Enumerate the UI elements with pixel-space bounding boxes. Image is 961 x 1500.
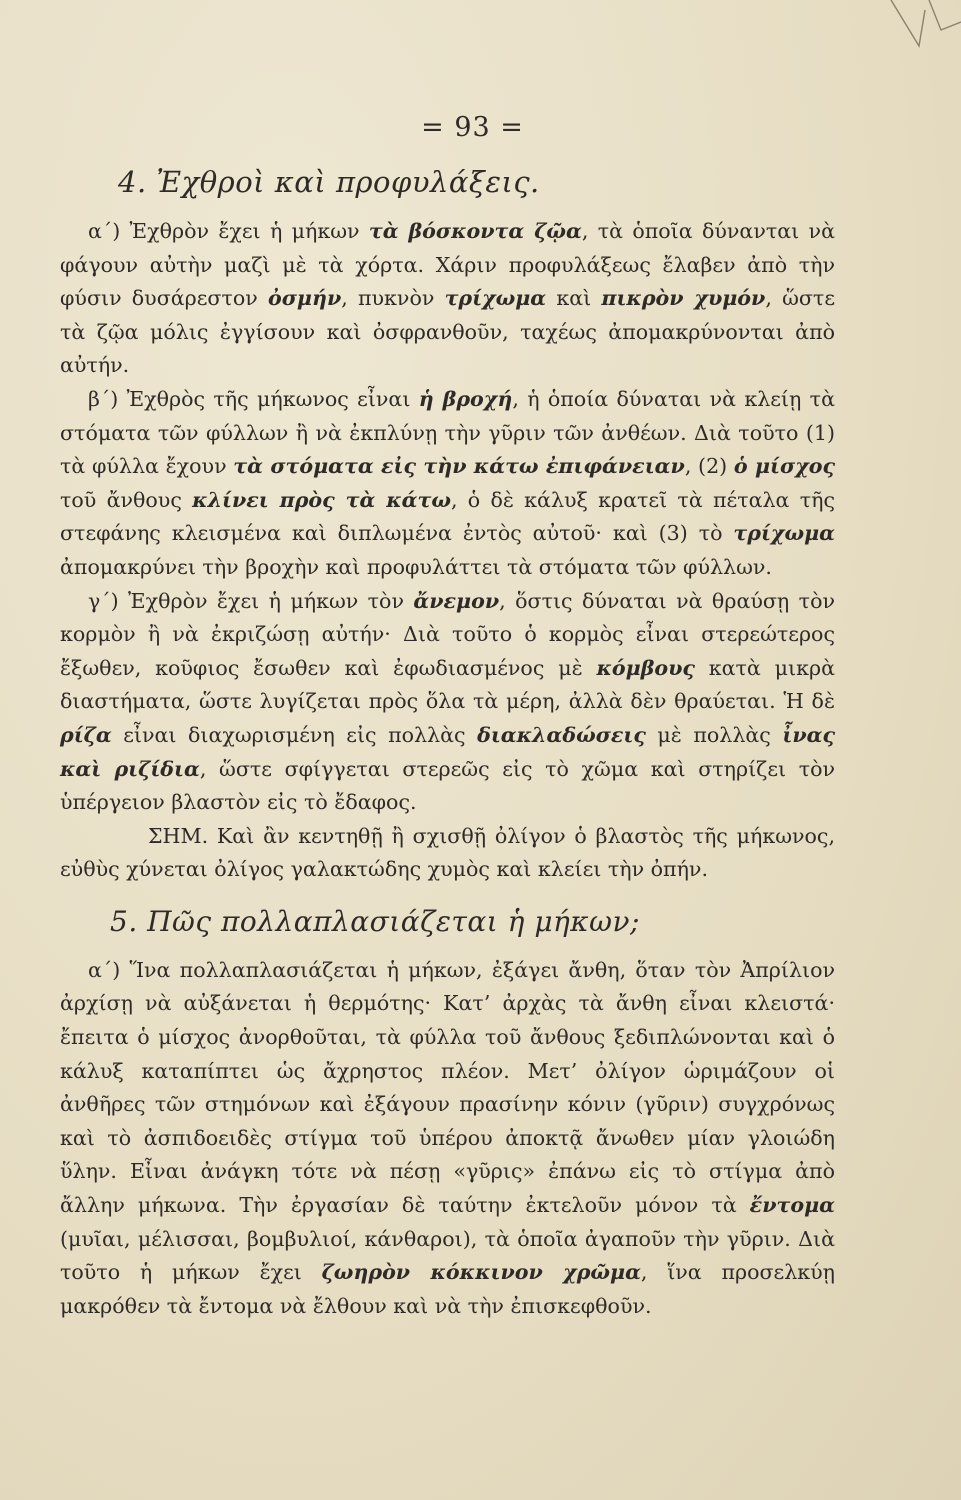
body-text: , τὰ ὁποῖα δύνανται νὰ φάγουν αὐτὴν μαζὶ μὲ τὰ χόρτα. Χάριν προφυλάξεως ἔλαβεν ἀπὸ τὴν φύσιν δυσάρεστον (60, 219, 835, 311)
body-text: α΄) Ἐχθρὸν ἔχει ἡ μήκων (88, 219, 369, 243)
section-4-heading: 4. Ἐχθροὶ καὶ προφυλάξεις. (118, 165, 540, 199)
emphasis-text: ὁ μίσχος (733, 454, 836, 479)
body-text: μὲ πολλὰς (645, 722, 783, 747)
emphasis-text: ἶνας καὶ ριζίδια (60, 722, 836, 781)
emphasis-text: ἄνεμον (413, 588, 500, 613)
section-5-heading: 5. Πῶς πολλαπλασιάζεται ἡ μήκων; (110, 904, 640, 938)
emphasis-text: τρίχωμα (444, 286, 547, 311)
page-corner-scratch (881, 0, 961, 80)
emphasis-text: τρίχωμα (733, 521, 835, 546)
body-text: κατὰ μικρὰ διαστήματα, ὥστε λυγίζεται πρὸς ὅλα τὰ μέρη, ἀλλὰ δὲν θραύεται. Ἡ δὲ (60, 655, 836, 714)
body-text: εἶναι διαχωρισμένη εἰς πολλὰς (111, 722, 478, 747)
emphasis-text: ζωηρὸν κόκκινον χρῶμα (321, 1260, 641, 1285)
section-4-para-c (60, 585, 835, 820)
body-text: , ὥστε τὰ ζῷα μόλις ἐγγίσουν καὶ ὀσφρανθοῦν, ταχέως ἀπομακρύνονται ἀπὸ αὐτήν. (60, 286, 835, 378)
emphasis-text: ρίζα (60, 722, 112, 747)
body-text: α΄) Ἵνα πολλαπλασιάζεται ἡ μήκων, ἐξάγει ἄνθη, ὅταν τὸν Ἀπρίλιον ἀρχίσῃ νὰ αὐξάνεται ἡ θερμότης· Κατ’ ἀρχὰς τὰ ἄνθη εἶναι κλειστά· ἔπειτα ὁ μίσχος ἀνορθοῦται, τὰ φύλλα τοῦ ἄνθους ξεδιπλώνονται καὶ ὁ κάλυξ καταπίπτει ὡς ἄχρηστος πλέον. Μετ’ ὀλίγον ὡριμάζουν οἱ ἀνθῆρες τῶν στημόνων καὶ ἐξάγουν πρασίνην κόνιν (γῦριν) συγχρόνως καὶ τὸ ἀσπιδοειδὲς στίγμα τοῦ ὑπέρου ἀποκτᾷ ἄνωθεν μίαν γλοιώδη ὕλην. Εἶναι ἀνάγκη τότε νὰ πέσῃ «γῦρις» ἐπάνω εἰς τὸ στίγμα ἀπὸ ἄλλην μήκωνα. Τὴν ἐργασίαν δὲ ταύτην ἐκτελοῦν μόνον τὰ (60, 957, 835, 1218)
body-text: β΄) Ἐχθρὸς τῆς μήκωνος εἶναι (88, 386, 419, 411)
body-text: , ὥστε σφίγγεται στερεῶς εἰς τὸ χῶμα καὶ στηρίζει τὸν ὑπέργειον βλαστὸν εἰς τὸ ἔδαφος. (60, 756, 835, 815)
body-text: (μυῖαι, μέλισσαι, βομβυλιοί, κάνθαροι), τὰ ὁποῖα ἀγαποῦν τὴν γῦριν. Διὰ τοῦτο ἡ μήκων ἔχει (60, 1226, 835, 1285)
section-4-para-a (60, 215, 835, 383)
emphasis-text: κόμβους (596, 655, 695, 680)
body-text: ἀπομακρύνει τὴν βροχὴν καὶ προφυλάττει τὰ στόματα τῶν φύλλων. (60, 554, 772, 579)
body-text: , ὅστις δύναται νὰ θραύσῃ τὸν κορμὸν ἢ νὰ ἐκριζώσῃ αὐτήν· Διὰ τοῦτο ὁ κορμὸς εἶναι στερεώτερος ἔξωθεν, κοῦφιος ἔσωθεν καὶ ἐφωδιασμένος μὲ (60, 588, 835, 680)
section-4-note (60, 820, 835, 887)
body-text: , ὁ δὲ κάλυξ κρατεῖ τὰ πέταλα τῆς στεφάνης κλεισμένα καὶ διπλωμένα ἐντὸς αὐτοῦ· καὶ (3) τὸ (60, 487, 835, 546)
body-text: , πυκνὸν (341, 286, 445, 311)
body-text: καὶ (546, 286, 602, 311)
section-4-para-b (60, 383, 835, 585)
body-text: γ΄) Ἐχθρὸν ἔχει ἡ μήκων τὸν (88, 588, 414, 613)
emphasis-text: κλίνει πρὸς τὰ κάτω (192, 487, 451, 512)
emphasis-text: πικρὸν χυμόν (601, 286, 766, 311)
emphasis-text: τὰ βόσκοντα ζῷα (368, 219, 582, 243)
section-5-para-a (60, 954, 835, 1324)
page-body (60, 112, 835, 1323)
emphasis-text: τὰ στόματα εἰς τὴν κάτω ἐπιφάνειαν (233, 454, 685, 479)
emphasis-text: ἡ βροχή (418, 386, 513, 411)
body-text: , ἵνα προσελκύῃ μακρόθεν τὰ ἔντομα νὰ ἔλθουν καὶ νὰ τὴν ἐπισκεφθοῦν. (60, 1260, 835, 1318)
emphasis-text: ὀσμήν (268, 286, 342, 311)
page-number: = 93 = (421, 112, 524, 143)
emphasis-text: ἔντομα (749, 1193, 835, 1218)
body-text: τοῦ ἄνθους (60, 487, 193, 512)
body-text: ΣΗΜ. Καὶ ἂν κεντηθῇ ἢ σχισθῇ ὀλίγον ὁ βλαστὸς τῆς μήκωνος, εὐθὺς χύνεται ὀλίγος γαλακτώδης χυμὸς καὶ κλείει τὴν ὀπήν. (60, 823, 835, 882)
body-text: , (2) (684, 454, 734, 479)
body-text: , ἡ ὁποία δύναται νὰ κλείῃ τὰ στόματα τῶν φύλλων ἢ νὰ ἐκπλύνῃ τὴν γῦριν τῶν ἀνθέων. Διὰ τοῦτο (1) τὰ φύλλα ἔχουν (60, 386, 835, 479)
emphasis-text: διακλαδώσεις (477, 722, 646, 747)
